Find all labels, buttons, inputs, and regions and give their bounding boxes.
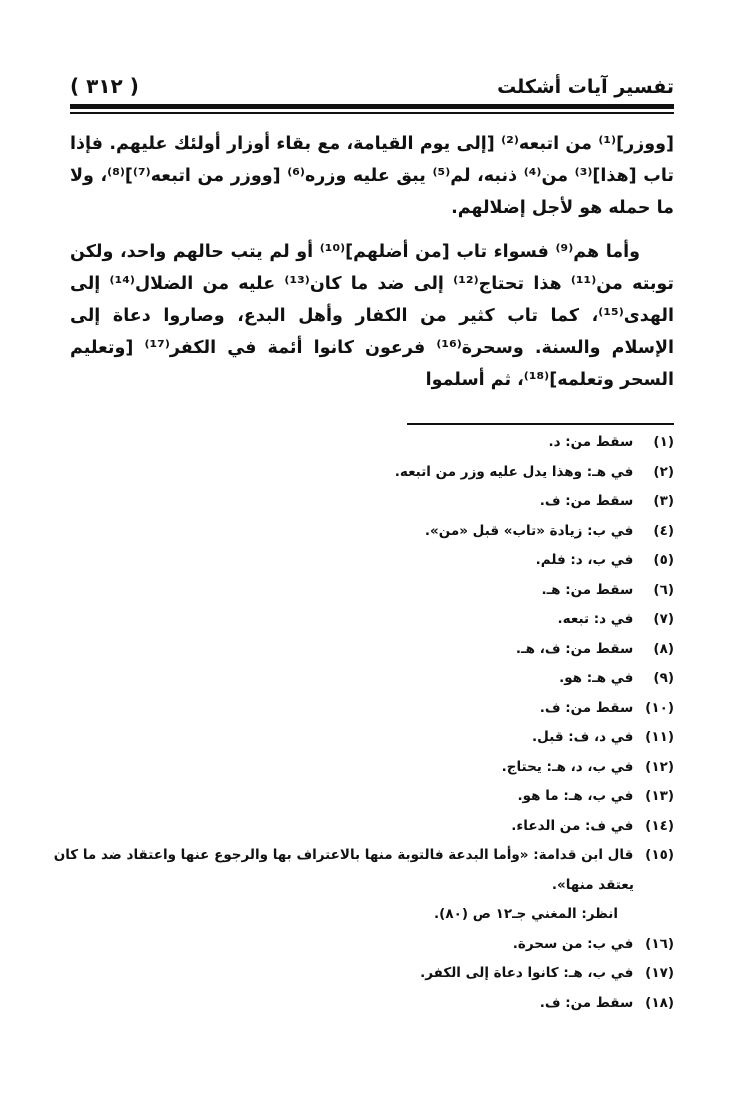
footnote-text: سقط من: هـ. [541, 581, 634, 598]
footnote [70, 458, 674, 488]
footnote [53, 841, 674, 871]
footnote-number: (١٣) [645, 788, 674, 804]
footnote [70, 546, 674, 576]
footnote-number: (٨) [653, 640, 674, 657]
footnote [70, 989, 674, 1019]
footnote-number: (٧) [653, 611, 674, 627]
footnote [70, 723, 674, 753]
footnote-number: (١) [653, 434, 674, 450]
footnote-text: في ف: من الدعاء. [511, 817, 634, 834]
page-header [70, 70, 674, 104]
footnote [70, 812, 674, 842]
footnote [70, 605, 674, 635]
footnote-text: في هـ: وهذا يدل عليه وزر من اتبعه. [394, 463, 634, 480]
footnote [70, 782, 674, 812]
footnote-text: سقط من: ف. [539, 994, 634, 1011]
footnotes [53, 428, 674, 1018]
footnote [70, 576, 674, 606]
footnote-number: (٦) [653, 581, 674, 598]
footnote-text: سقط من: ف. [539, 493, 634, 509]
footnote-text: في هـ: هو. [559, 670, 634, 686]
footnote-number: (٣) [653, 493, 674, 509]
footnote-text: قال ابن قدامة: «وأما البدعة فالتوبة منها بالاعتراف بها والرجوع عنها واعتقاد ضد ما كان [53, 847, 634, 863]
footnote-separator [407, 423, 674, 425]
footnote [70, 753, 674, 783]
paragraph-1: [ووزر]⁽¹⁾ من اتبعه⁽²⁾ [إلى يوم القيامة، مع بقاء أوزار أولئك عليهم. فإذا تاب [هذا]⁽³⁾ من⁽⁴⁾ ذنبه، لم⁽⁵⁾ يبق عليه وزره⁽⁶⁾ [ووزر من اتبعه⁽⁷⁾]⁽⁸⁾، ولا ما حمله هو لأجل إضلالهم. [70, 134, 674, 218]
footnote-number: (١٦) [645, 935, 674, 952]
main-text [70, 128, 674, 408]
footnote-number: (٩) [653, 670, 674, 686]
footnote-text: في ب، هـ: ما هو. [517, 788, 634, 804]
footnote [70, 428, 674, 458]
running-title: تفسير آيات أشكلت [497, 76, 674, 98]
footnote-number: (١٠) [645, 699, 674, 716]
footnote-number: (١١) [645, 729, 674, 745]
footnote-reference: انظر: المغني جـ١٢ ص (٨٠). [434, 906, 618, 922]
footnote-text: في د، ف: قبل. [532, 729, 634, 745]
footnote-text: في ب، هـ: كانوا دعاة إلى الكفر. [420, 965, 634, 981]
footnote [70, 664, 674, 694]
footnote [70, 930, 674, 960]
footnote-number: (١٨) [645, 994, 674, 1011]
footnote-text: سقط من: ف. [539, 699, 634, 716]
footnote-text: في ب، د، هـ: يحتاج. [501, 758, 634, 775]
footnote [70, 517, 674, 547]
footnote [70, 487, 674, 517]
footnote-text: سقط من: د. [548, 434, 634, 450]
header-rule-thick [70, 104, 674, 109]
footnote-number: (٢) [653, 463, 674, 480]
footnote-text: سقط من: ف، هـ. [515, 640, 634, 657]
footnote [70, 959, 674, 989]
footnote-text: في ب: من سحرة. [512, 935, 634, 952]
footnote-number: (١٤) [645, 817, 674, 834]
footnote [70, 635, 674, 665]
page-number: ( ٣١٢ ) [70, 74, 139, 98]
footnote-text: في د: تبعه. [557, 611, 634, 627]
footnote-continuation: يعتقد منها». [551, 876, 634, 893]
footnote-text: في ب، د: فلم. [535, 552, 634, 568]
footnote-number: (١٢) [645, 758, 674, 775]
footnote-number: (٥) [653, 552, 674, 568]
footnote [70, 694, 674, 724]
header-rule-thin [70, 112, 674, 114]
footnote-number: (١٥) [645, 847, 674, 863]
footnote-number: (١٧) [645, 965, 674, 981]
paragraph-2: وأما هم⁽⁹⁾ فسواء تاب [من أضلهم]⁽¹⁰⁾ أو لم يتب حالهم واحد، ولكن توبته من⁽¹¹⁾ هذا تحتاج⁽¹²⁾ إلى ضد ما كان⁽¹³⁾ عليه من الضلال⁽¹⁴⁾ إلى الهدى⁽¹⁵⁾، كما تاب كثير من الكفار وأهل البدع، وصاروا دعاة إلى الإسلام والسنة. وسحرة⁽¹⁶⁾ فرعون كانوا أئمة في الكفر⁽¹⁷⁾ [وتعليم السحر وتعلمه]⁽¹⁸⁾، ثم أسلموا [70, 242, 674, 390]
footnote-text: في ب: زيادة «تاب» قبل «من». [424, 522, 634, 539]
footnote-number: (٤) [653, 522, 674, 539]
